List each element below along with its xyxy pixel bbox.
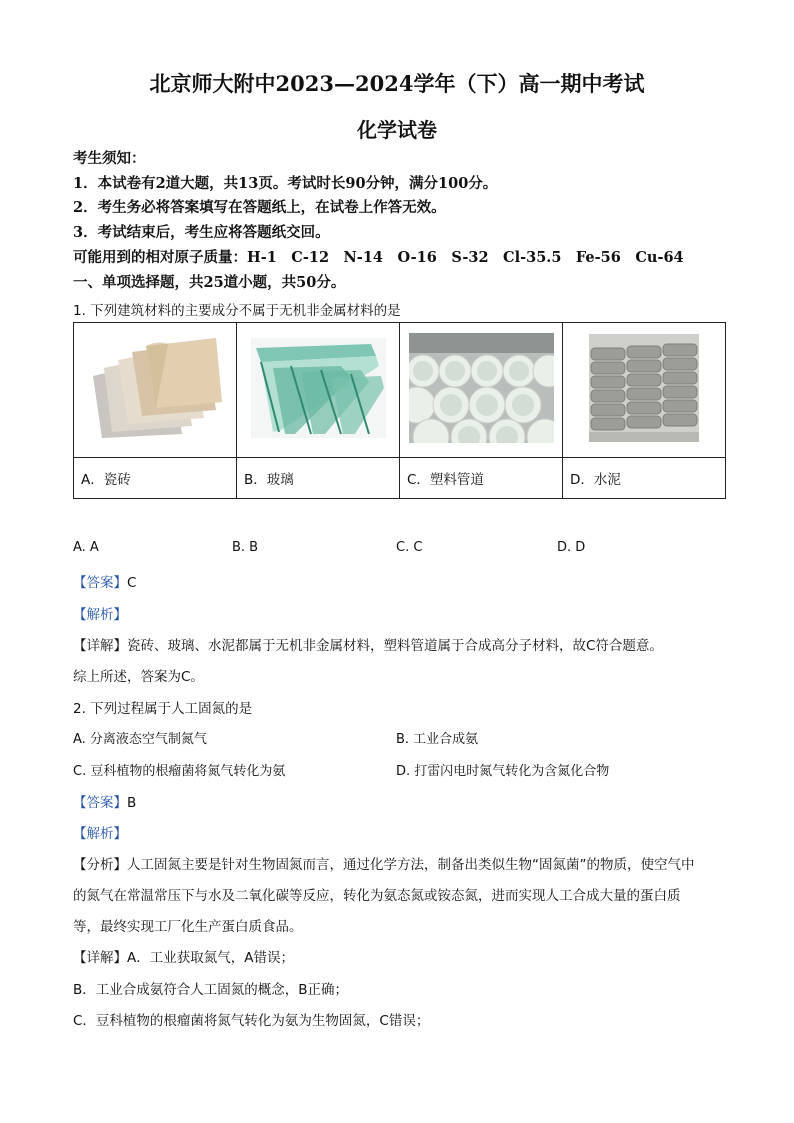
material-image-cell-b	[237, 323, 400, 458]
material-caption-a: A．瓷砖	[74, 458, 237, 499]
q2-option-b: B. 工业合成氨	[396, 732, 479, 747]
q1-option-b: B. B	[232, 540, 259, 555]
q2-answer	[73, 791, 136, 811]
q1-analysis-label: 【解析】	[73, 607, 127, 623]
q2-fenxi-line-2: 的氮气在常温常压下与水及二氧化碳等反应，转化为氨态氮或铵态氮，进而实现人工合成大量的蛋白质	[73, 888, 681, 904]
material-caption-d: D．水泥	[563, 458, 726, 499]
glass-panes-image	[251, 338, 386, 438]
q2-detail-line-1	[73, 946, 294, 966]
ceramic-tiles-image	[88, 338, 223, 438]
material-caption-c: C．塑料管道	[400, 458, 563, 499]
fenxi-text: 人工固氮主要是针对生物固氮而言，通过化学方法，制备出类似生物“固氮菌”的物质，使空气中	[127, 857, 695, 873]
q2-fenxi-line-1	[73, 853, 695, 873]
detail-label: 【详解】	[73, 950, 127, 966]
q1-option-a: A. A	[73, 540, 99, 555]
notice-item-2: 2．考生务必将答案填写在答题纸上，在试卷上作答无效。	[73, 199, 446, 216]
q2-analysis-label: 【解析】	[73, 826, 127, 842]
notice-heading: 考生须知：	[73, 150, 146, 167]
notice-item-3: 3．考试结束后，考生应将答题纸交回。	[73, 224, 330, 241]
question-2-stem: 2. 下列过程属于人工固氮的是	[73, 701, 253, 717]
q2-detail-line-3: C．豆科植物的根瘤菌将氮气转化为氨为生物固氮，C错误；	[73, 1013, 430, 1029]
answer-label: 【答案】	[73, 795, 127, 811]
cement-bags-image	[589, 334, 699, 442]
notice-item-1: 1．本试卷有2道大题，共13页。考试时长90分钟，满分100分。	[73, 175, 498, 192]
materials-table	[73, 322, 726, 499]
detail-text: A．工业获取氮气，A错误；	[127, 950, 294, 966]
q1-option-d: D. D	[557, 540, 586, 555]
q1-answer	[73, 571, 136, 591]
plastic-pipes-image	[409, 333, 554, 443]
fenxi-label: 【分析】	[73, 857, 127, 873]
q2-option-d: D. 打雷闪电时氮气转化为含氮化合物	[396, 764, 610, 779]
q1-detail	[73, 634, 663, 654]
detail-text: 瓷砖、玻璃、水泥都属于无机非金属材料，塑料管道属于合成高分子材料，故C符合题意。	[127, 638, 663, 654]
page-subtitle: 化学试卷	[357, 118, 437, 142]
material-caption-b: B．玻璃	[237, 458, 400, 499]
q2-option-c: C. 豆科植物的根瘤菌将氮气转化为氨	[73, 764, 286, 779]
question-1-stem: 1. 下列建筑材料的主要成分不属于无机非金属材料的是	[73, 303, 401, 319]
q2-detail-line-2: B．工业合成氨符合人工固氮的概念，B正确；	[73, 982, 349, 998]
material-image-cell-c	[400, 323, 563, 458]
atomic-masses: 可能用到的相对原子质量：H-1 C-12 N-14 O-16 S-32 Cl-35.5 Fe-56 Cu-64	[73, 249, 684, 266]
material-image-cell-d	[563, 323, 726, 458]
answer-value: B	[127, 795, 137, 811]
q2-fenxi-line-3: 等，最终实现工厂化生产蛋白质食品。	[73, 919, 303, 935]
material-image-cell-a	[74, 323, 237, 458]
q1-summary: 综上所述，答案为C。	[73, 669, 204, 685]
page-title: 北京师大附中2023—2024学年（下）高一期中考试	[149, 71, 645, 96]
answer-label: 【答案】	[73, 575, 127, 591]
section-heading: 一、单项选择题，共25道小题，共50分。	[73, 274, 346, 291]
answer-value: C	[127, 575, 137, 591]
detail-label: 【详解】	[73, 638, 127, 654]
q1-option-c: C. C	[396, 540, 423, 555]
q2-option-a: A. 分离液态空气制氮气	[73, 732, 207, 747]
